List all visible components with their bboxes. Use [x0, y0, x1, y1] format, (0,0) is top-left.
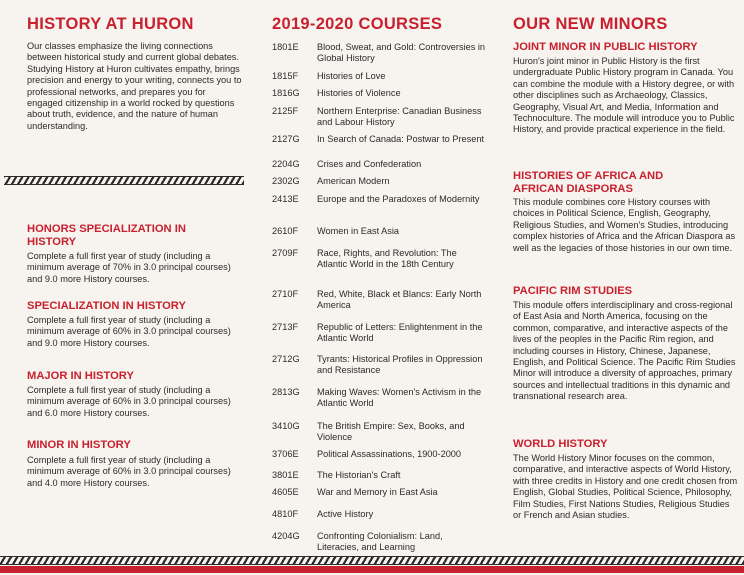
course-title: In Search of Canada: Postwar to Present: [317, 134, 484, 144]
intro-paragraph: Our classes emphasize the living connections between historical study and current global debates. Studying History at Huron cultivates empathy, brings precision and energy to your writing, connects you to professional networks, and prepares you for engaged citizenship in a world rocked by questions about truth, evidence, and the nature of human understanding.: [27, 41, 242, 131]
course-code: 2302G: [272, 176, 300, 186]
course-code: 4605E: [272, 487, 299, 497]
course-title: Political Assassinations, 1900-2000: [317, 449, 462, 459]
course-title: Red, White, Black et Blancs: Early North America: [317, 289, 482, 311]
course-title: Europe and the Paradoxes of Modernity: [317, 194, 480, 204]
program-title-minor: MINOR IN HISTORY: [27, 439, 131, 451]
new-minors-title: OUR NEW MINORS: [513, 15, 668, 33]
course-title: Women in East Asia: [317, 226, 400, 236]
history-at-huron-title: HISTORY AT HURON: [27, 15, 194, 33]
course-code: 1815F: [272, 71, 299, 81]
course-code: 4810F: [272, 509, 299, 519]
course-title: Active History: [317, 509, 374, 519]
course-code: 2813G: [272, 387, 300, 397]
course-title: Northern Enterprise: Canadian Business and Labour History: [317, 106, 482, 128]
course-code: 3801E: [272, 470, 299, 480]
minor-desc-pacific-rim: This module offers interdisciplinary and cross-regional of East Asia and North America, focusing on the common, comparative, and interactive aspects of the lives of the peoples in the Pacific Rim region, and including courses in History, Chinese, Japanese, English, and Political Science. The Pacific Rim Studies Minor will introduce a diversity of approaches, primary sources and intellectual traditions in this dynamic and transnational research area.: [513, 300, 736, 402]
course-code: 2127G: [272, 134, 300, 144]
program-desc-major: Complete a full first year of study (including a minimum average of 60% in 3.0 principal courses) and 6.0 more History courses.: [27, 385, 231, 418]
bottom-red-bar: [0, 566, 744, 573]
course-code: 2204G: [272, 159, 300, 169]
course-title: The British Empire: Sex, Books, and Violence: [317, 421, 465, 443]
minor-desc-africa: This module combines core History courses with choices in Political Science, English, Geography, Religious Studies, and Women's Studies, introducing complex histories of Africa and the African Diaspora as well as the legacies of those histories in our own time.: [513, 197, 736, 253]
program-desc-specialization: Complete a full first year of study (including a minimum average of 60% in 3.0 principal courses) and 9.0 more History courses.: [27, 315, 231, 348]
course-code: 2710F: [272, 289, 299, 299]
course-code: 2709F: [272, 248, 299, 258]
course-code: 2610F: [272, 226, 299, 236]
courses-title: 2019-2020 COURSES: [272, 15, 443, 33]
course-title: Blood, Sweat, and Gold: Controversies in Global History: [317, 42, 486, 64]
course-code: 2125F: [272, 106, 299, 116]
minor-desc-world-history: The World History Minor focuses on the common, comparative, and interactive aspects of World History, with three credits in History and one credit chosen from English, Global Studies, Political Science, Philosophy, Film Studies, First Nations Studies, Religious Studies or French and Asian studies.: [513, 453, 738, 521]
program-title-specialization: SPECIALIZATION IN HISTORY: [27, 300, 186, 312]
course-title: Histories of Violence: [317, 88, 401, 98]
minor-title-world-history: WORLD HISTORY: [513, 438, 608, 450]
course-code: 2413E: [272, 194, 299, 204]
course-code: 2712G: [272, 354, 300, 364]
course-code: 1816G: [272, 88, 300, 98]
minor-title-public-history: JOINT MINOR IN PUBLIC HISTORY: [513, 41, 698, 53]
minor-title-pacific-rim: PACIFIC RIM STUDIES: [513, 285, 633, 297]
minor-title-africa: HISTORIES OF AFRICA AND AFRICAN DIASPORAS: [513, 170, 664, 195]
course-code: 1801E: [272, 42, 299, 52]
course-title: War and Memory in East Asia: [317, 487, 438, 497]
course-code: 4204G: [272, 531, 300, 541]
course-title: Republic of Letters: Enlightenment in the Atlantic World: [317, 322, 483, 344]
program-title-major: MAJOR IN HISTORY: [27, 370, 134, 382]
course-title: The Historian's Craft: [317, 470, 401, 480]
program-title-honors: HONORS SPECIALIZATION IN HISTORY: [27, 223, 186, 248]
course-title: Race, Rights, and Revolution: The Atlantic World in the 18th Century: [317, 248, 457, 270]
course-title: Crises and Confederation: [317, 159, 422, 169]
left-divider: [4, 176, 244, 185]
course-title: Making Waves: Women's Activism in the Atlantic World: [317, 387, 482, 409]
program-desc-minor: Complete a full first year of study (including a minimum average of 60% in 3.0 principal courses) and 4.0 more History courses.: [27, 455, 231, 488]
program-desc-honors: Complete a full first year of study (including a minimum average of 70% in 3.0 principal courses) and 9.0 more History courses.: [27, 251, 231, 284]
course-code: 3410G: [272, 421, 300, 431]
course-code: 3706E: [272, 449, 299, 459]
course-title: Histories of Love: [317, 71, 386, 81]
course-code: 2713F: [272, 322, 299, 332]
course-title: Confronting Colonialism: Land, Literacies, and Learning: [317, 531, 443, 553]
course-title: Tyrants: Historical Profiles in Oppression and Resistance: [317, 354, 483, 376]
minor-desc-public-history: Huron's joint minor in Public History is the first undergraduate Public History program in Canada. You can combine the module with a History degree, or with other disciplines such as Archaeology, Classics, Geography, Visual Art, and Media, Information and Technoculture. The module will introduce you to Public History, and provide practical experience in the field.: [513, 56, 735, 135]
bottom-divider: [0, 556, 744, 565]
course-title: American Modern: [317, 176, 390, 186]
